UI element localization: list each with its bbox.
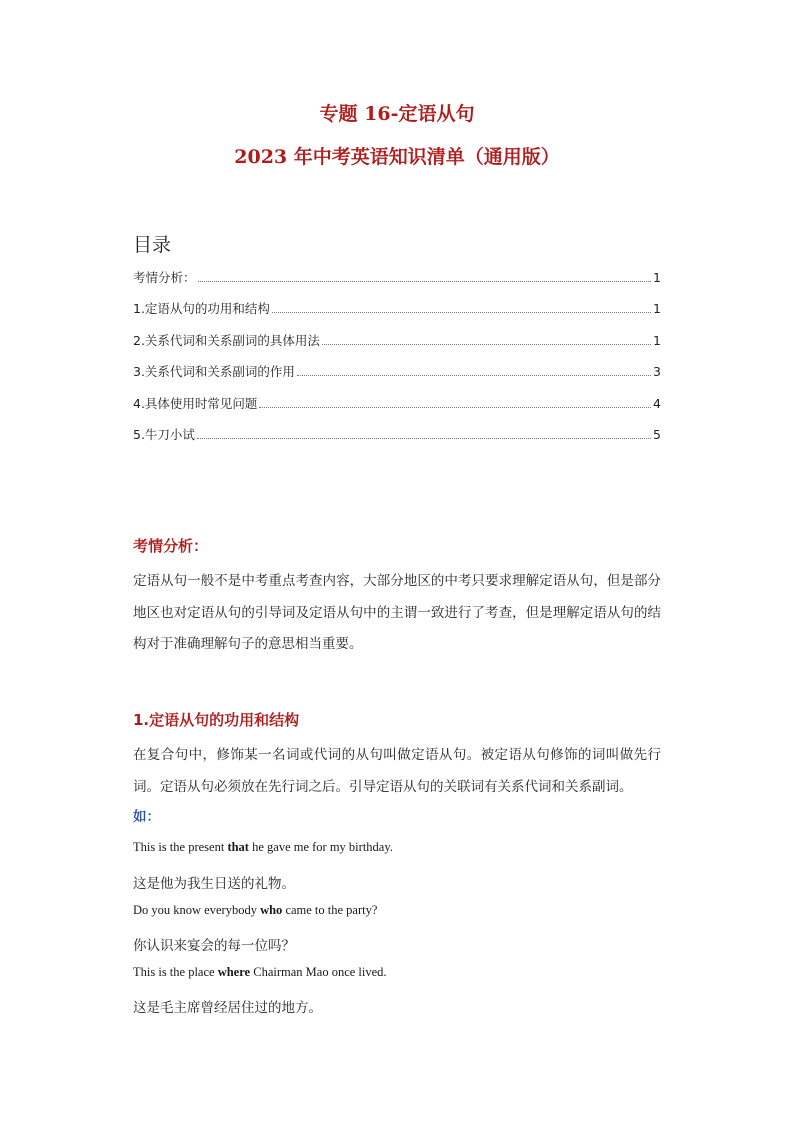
toc-entry-page: 3 xyxy=(653,364,661,380)
toc-entry-title: 4.具体使用时常见问题 xyxy=(133,395,258,411)
example-text: he gave me for my birthday. xyxy=(248,840,393,854)
table-of-contents xyxy=(133,268,661,456)
example-sentence-en xyxy=(133,840,393,855)
section1-paragraph: 在复合句中，修饰某一名词或代词的从句叫做定语从句。被定语从句修饰的词叫做先行词。定语从句必须放在先行词之后。引导定语从句的关联词有关系代词和关系副词。 xyxy=(133,747,661,795)
toc-entry-page: 4 xyxy=(653,395,661,411)
toc-entry[interactable] xyxy=(133,425,661,456)
example-sentence-zh: 这是他为我生日送的礼物。 xyxy=(133,876,295,892)
example-text: This is the present xyxy=(133,840,228,854)
toc-entry-page: 1 xyxy=(653,301,661,317)
example-keyword: where xyxy=(217,965,251,979)
toc-heading: 目录 xyxy=(133,234,172,256)
toc-leader xyxy=(259,407,651,408)
example-sentence-en xyxy=(133,965,387,980)
example-text: Do you know everybody xyxy=(133,903,261,917)
toc-entry-page: 1 xyxy=(653,270,661,285)
toc-entry[interactable] xyxy=(133,268,661,299)
toc-leader xyxy=(272,312,651,313)
example-text: Chairman Mao once lived. xyxy=(250,965,387,979)
toc-entry-title: 2.关系代词和关系副词的具体用法 xyxy=(133,332,320,348)
toc-entry[interactable] xyxy=(133,362,661,393)
example-sentence-zh: 这是毛主席曾经居住过的地方。 xyxy=(133,1000,322,1016)
example-text: came to the party? xyxy=(282,903,378,917)
toc-leader xyxy=(198,281,652,282)
analysis-heading: 考情分析： xyxy=(133,537,209,555)
document-title: 专题 16-定语从句 xyxy=(319,103,475,125)
document-subtitle: 2023 年中考英语知识清单（通用版） xyxy=(234,146,560,168)
toc-entry[interactable] xyxy=(133,331,661,362)
example-keyword: who xyxy=(260,903,283,917)
toc-entry-page: 5 xyxy=(653,426,661,442)
example-text: This is the place xyxy=(133,965,218,979)
example-sentence-zh: 你认识来宴会的每一位吗？ xyxy=(133,938,295,954)
analysis-paragraph: 定语从句一般不是中考重点考查内容，大部分地区的中考只要求理解定语从句，但是部分地区也对定语从句的引导词及定语从句中的主谓一致进行了考查，但是理解定语从句的结构对于准确理解句子的意思相当重要。 xyxy=(133,573,661,652)
toc-leader xyxy=(297,375,651,376)
toc-entry-title: 1.定语从句的功用和结构 xyxy=(133,301,270,317)
example-keyword: that xyxy=(227,840,249,854)
toc-entry-title: 考情分析： xyxy=(133,270,196,285)
toc-entry[interactable] xyxy=(133,299,661,330)
example-label: 如： xyxy=(133,809,160,825)
toc-leader xyxy=(197,438,651,439)
toc-entry-page: 1 xyxy=(653,332,661,348)
section1-heading: 1.定语从句的功用和结构 xyxy=(133,711,300,729)
toc-entry-title: 5.牛刀小试 xyxy=(133,426,195,442)
toc-entry-title: 3.关系代词和关系副词的作用 xyxy=(133,364,295,380)
toc-entry[interactable] xyxy=(133,394,661,425)
toc-leader xyxy=(322,344,651,345)
example-sentence-en xyxy=(133,903,377,918)
